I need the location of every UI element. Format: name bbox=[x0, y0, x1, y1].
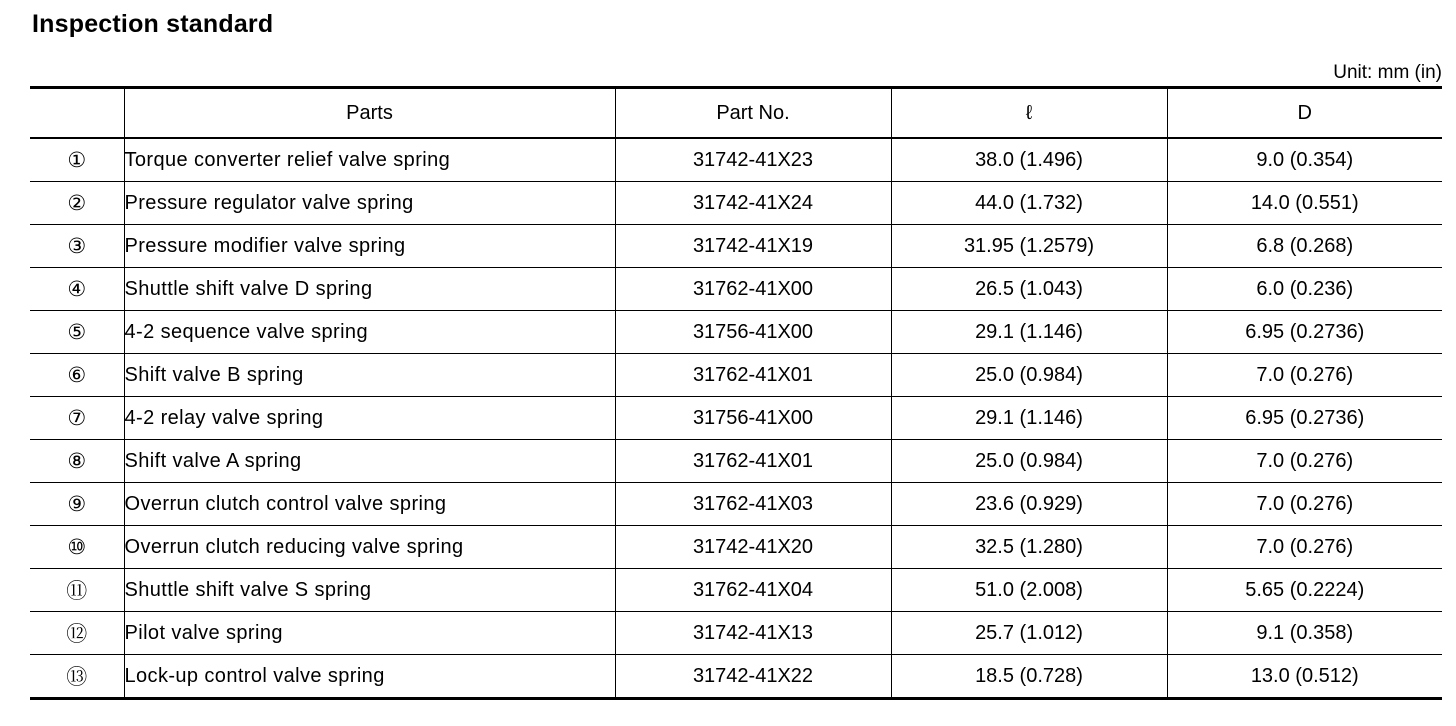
part-number: 31762-41X04 bbox=[615, 569, 891, 612]
part-name: Pressure regulator valve spring bbox=[124, 182, 615, 225]
row-number: ⑨ bbox=[30, 483, 124, 526]
free-length: 51.0 (2.008) bbox=[891, 569, 1167, 612]
table-row bbox=[30, 612, 1442, 655]
row-number: ⑩ bbox=[30, 526, 124, 569]
table-row bbox=[30, 397, 1442, 440]
part-number: 31742-41X24 bbox=[615, 182, 891, 225]
row-number: ① bbox=[30, 138, 124, 182]
row-number: ④ bbox=[30, 268, 124, 311]
row-number: ⑪ bbox=[30, 569, 124, 612]
page-title: Inspection standard bbox=[32, 10, 274, 38]
row-number: ⑬ bbox=[30, 655, 124, 699]
free-length: 38.0 (1.496) bbox=[891, 138, 1167, 182]
part-name: Shift valve A spring bbox=[124, 440, 615, 483]
table-row bbox=[30, 268, 1442, 311]
free-length: 44.0 (1.732) bbox=[891, 182, 1167, 225]
outer-diameter: 6.8 (0.268) bbox=[1167, 225, 1442, 268]
part-number: 31762-41X03 bbox=[615, 483, 891, 526]
part-number: 31762-41X01 bbox=[615, 354, 891, 397]
table-row bbox=[30, 182, 1442, 225]
table-header-row bbox=[30, 88, 1442, 139]
outer-diameter: 6.0 (0.236) bbox=[1167, 268, 1442, 311]
part-number: 31756-41X00 bbox=[615, 311, 891, 354]
header-diameter: D bbox=[1167, 88, 1442, 139]
part-number: 31742-41X13 bbox=[615, 612, 891, 655]
part-number: 31742-41X22 bbox=[615, 655, 891, 699]
part-name: Pressure modifier valve spring bbox=[124, 225, 615, 268]
inspection-table bbox=[30, 86, 1442, 700]
outer-diameter: 13.0 (0.512) bbox=[1167, 655, 1442, 699]
free-length: 25.0 (0.984) bbox=[891, 354, 1167, 397]
row-number: ⑥ bbox=[30, 354, 124, 397]
table-row bbox=[30, 311, 1442, 354]
row-number: ⑤ bbox=[30, 311, 124, 354]
row-number: ③ bbox=[30, 225, 124, 268]
part-name: Lock-up control valve spring bbox=[124, 655, 615, 699]
free-length: 32.5 (1.280) bbox=[891, 526, 1167, 569]
header-num bbox=[30, 88, 124, 139]
outer-diameter: 6.95 (0.2736) bbox=[1167, 311, 1442, 354]
table-row bbox=[30, 655, 1442, 699]
part-name: Shuttle shift valve D spring bbox=[124, 268, 615, 311]
outer-diameter: 7.0 (0.276) bbox=[1167, 483, 1442, 526]
outer-diameter: 9.0 (0.354) bbox=[1167, 138, 1442, 182]
outer-diameter: 9.1 (0.358) bbox=[1167, 612, 1442, 655]
free-length: 25.7 (1.012) bbox=[891, 612, 1167, 655]
part-name: Shift valve B spring bbox=[124, 354, 615, 397]
part-number: 31756-41X00 bbox=[615, 397, 891, 440]
free-length: 29.1 (1.146) bbox=[891, 397, 1167, 440]
outer-diameter: 7.0 (0.276) bbox=[1167, 354, 1442, 397]
free-length: 18.5 (0.728) bbox=[891, 655, 1167, 699]
table-row bbox=[30, 526, 1442, 569]
part-name: Pilot valve spring bbox=[124, 612, 615, 655]
table-row bbox=[30, 569, 1442, 612]
part-name: Overrun clutch control valve spring bbox=[124, 483, 615, 526]
row-number: ⑧ bbox=[30, 440, 124, 483]
table-row bbox=[30, 440, 1442, 483]
free-length: 23.6 (0.929) bbox=[891, 483, 1167, 526]
outer-diameter: 6.95 (0.2736) bbox=[1167, 397, 1442, 440]
free-length: 31.95 (1.2579) bbox=[891, 225, 1167, 268]
table-row bbox=[30, 354, 1442, 397]
table-row bbox=[30, 138, 1442, 182]
row-number: ⑫ bbox=[30, 612, 124, 655]
part-name: 4-2 sequence valve spring bbox=[124, 311, 615, 354]
row-number: ② bbox=[30, 182, 124, 225]
unit-label: Unit: mm (in) bbox=[1333, 62, 1442, 83]
part-number: 31742-41X23 bbox=[615, 138, 891, 182]
part-number: 31762-41X01 bbox=[615, 440, 891, 483]
part-number: 31742-41X20 bbox=[615, 526, 891, 569]
part-name: Shuttle shift valve S spring bbox=[124, 569, 615, 612]
outer-diameter: 7.0 (0.276) bbox=[1167, 526, 1442, 569]
part-name: 4-2 relay valve spring bbox=[124, 397, 615, 440]
part-number: 31762-41X00 bbox=[615, 268, 891, 311]
table-row bbox=[30, 483, 1442, 526]
outer-diameter: 7.0 (0.276) bbox=[1167, 440, 1442, 483]
free-length: 25.0 (0.984) bbox=[891, 440, 1167, 483]
free-length: 26.5 (1.043) bbox=[891, 268, 1167, 311]
part-number: 31742-41X19 bbox=[615, 225, 891, 268]
header-parts: Parts bbox=[124, 88, 615, 139]
part-name: Torque converter relief valve spring bbox=[124, 138, 615, 182]
header-part-no: Part No. bbox=[615, 88, 891, 139]
outer-diameter: 5.65 (0.2224) bbox=[1167, 569, 1442, 612]
outer-diameter: 14.0 (0.551) bbox=[1167, 182, 1442, 225]
row-number: ⑦ bbox=[30, 397, 124, 440]
part-name: Overrun clutch reducing valve spring bbox=[124, 526, 615, 569]
table-row bbox=[30, 225, 1442, 268]
header-length: ℓ bbox=[891, 88, 1167, 139]
free-length: 29.1 (1.146) bbox=[891, 311, 1167, 354]
